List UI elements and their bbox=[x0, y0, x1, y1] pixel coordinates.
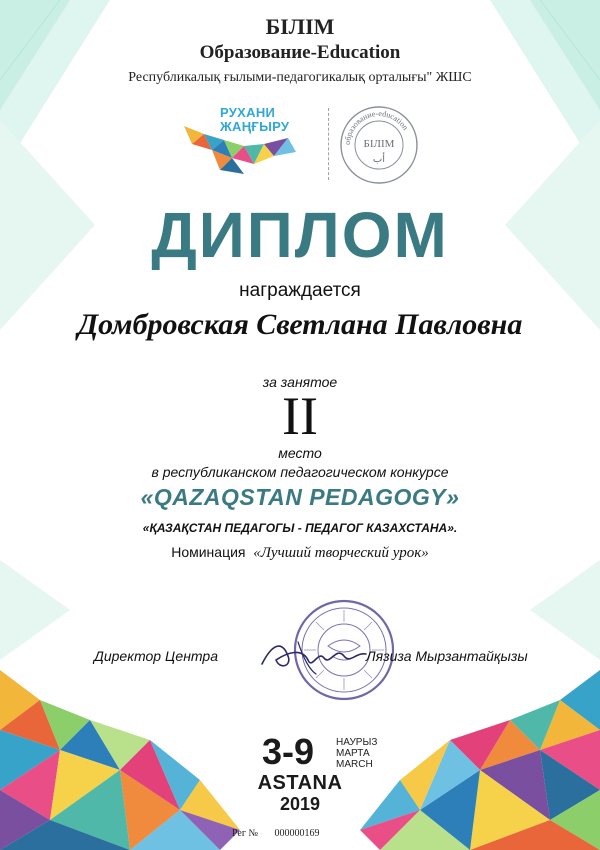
nomination-value: «Лучший творческий урок» bbox=[253, 545, 429, 561]
diploma-title: ДИПЛОМ bbox=[151, 199, 449, 271]
month-kz: НАУРЫЗ bbox=[336, 737, 378, 748]
event-dates: 3-9 bbox=[262, 731, 315, 772]
event-year: 2019 bbox=[279, 794, 321, 814]
ruhani-logo-text bbox=[220, 106, 289, 134]
event-months bbox=[336, 737, 377, 770]
reg-number: 000000169 bbox=[274, 828, 320, 839]
logo-divider bbox=[328, 108, 329, 180]
awarded-text: награждается bbox=[239, 280, 361, 301]
nomination-label: Номинация bbox=[171, 544, 246, 560]
org-center-name: Республикалық ғылыми-педагогикалық орталығы" ЖШС bbox=[128, 70, 472, 85]
for-taken-text: за занятое bbox=[262, 374, 338, 390]
org-subtitle: Образование-Education bbox=[199, 42, 401, 63]
place-word: место bbox=[278, 445, 322, 461]
contest-name: «QAZAQSTAN PEDAGOGY» bbox=[140, 484, 460, 510]
place-number: II bbox=[282, 386, 318, 446]
director-title: Директор Центра bbox=[94, 648, 219, 664]
svg-text:образование-education: образование-education bbox=[342, 108, 411, 146]
reg-label: Рег № bbox=[232, 828, 259, 839]
registration bbox=[232, 828, 320, 839]
month-ru: МАРТА bbox=[336, 748, 370, 759]
ruhani-logo-line2: ЖАҢҒЫРУ bbox=[220, 119, 290, 134]
event-city: ASTANA bbox=[257, 772, 343, 794]
ruhani-logo-line1: РУХАНИ bbox=[220, 105, 276, 120]
svg-text:БІЛІМ: БІЛІМ bbox=[363, 138, 395, 150]
nomination bbox=[0, 544, 600, 562]
org-name: БІЛІМ bbox=[265, 14, 335, 39]
recipient-name: Домбровская Светлана Павловна bbox=[77, 308, 523, 341]
director-signature bbox=[258, 630, 378, 680]
svg-text:أب: أب bbox=[372, 154, 386, 165]
contest-description: в республиканском педагогическом конкурсе bbox=[151, 464, 449, 480]
contest-subtitle: «ҚАЗАҚСТАН ПЕДАГОГЫ - ПЕДАГОГ КАЗАХСТАНА». bbox=[142, 521, 458, 535]
director-name: Лязиза Мырзантайқызы bbox=[366, 648, 528, 664]
bilim-seal-logo bbox=[338, 104, 420, 186]
month-en: MARCH bbox=[336, 759, 373, 770]
